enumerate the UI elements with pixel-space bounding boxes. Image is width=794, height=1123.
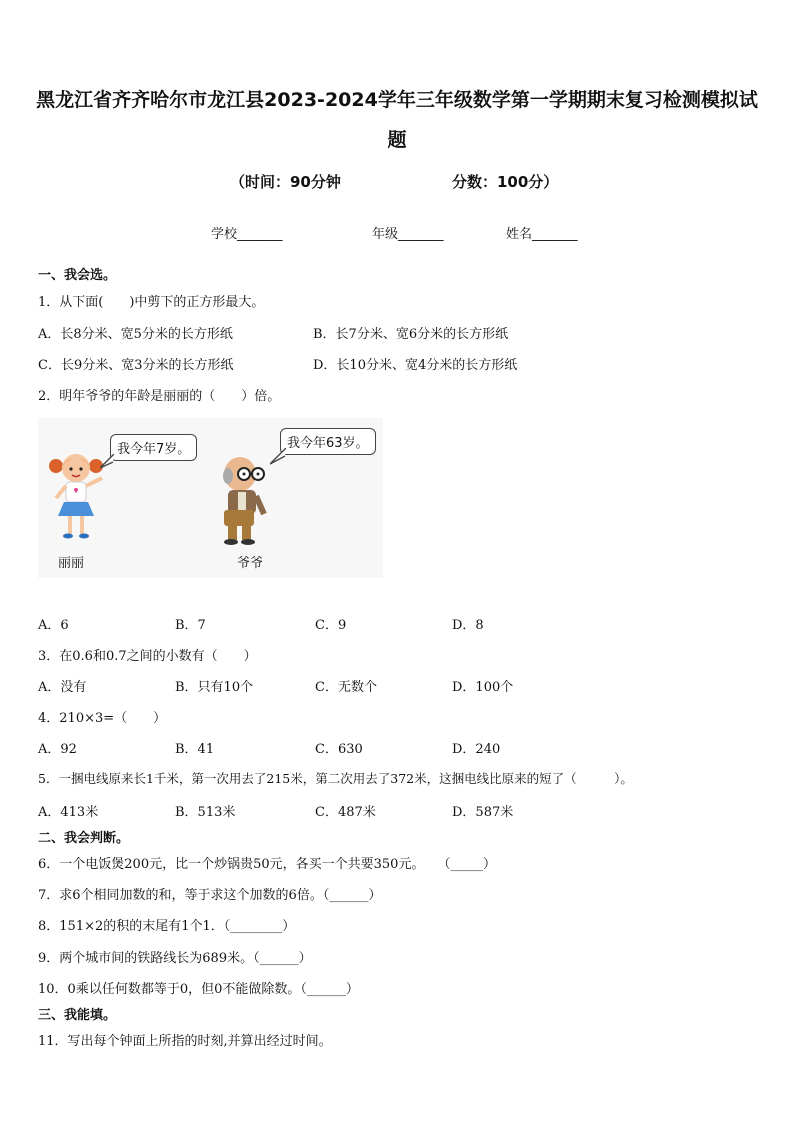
- grandpa-speech-bubble: 我今年63岁。: [280, 428, 376, 455]
- exam-title-line1: 黑龙江省齐齐哈尔市龙江县2023-2024学年三年级数学第一学期期末复习检测模拟试: [36, 89, 758, 111]
- question-2-option-b[interactable]: B．7: [175, 618, 206, 633]
- score-label: 分数：100分）: [452, 173, 559, 191]
- question-5-option-d[interactable]: D．587米: [452, 805, 514, 820]
- time-label: （时间：90分钟: [230, 173, 341, 191]
- question-2-stem: 2．明年爷爷的年龄是丽丽的（ ）倍。: [38, 389, 281, 404]
- question-5-option-b[interactable]: B．513米: [175, 805, 236, 820]
- section-heading-judge: 二、我会判断。: [38, 831, 130, 846]
- speech-tail-icon: [270, 448, 286, 466]
- girl-figure-icon: [46, 450, 106, 542]
- question-4-option-a[interactable]: A．92: [38, 742, 77, 757]
- question-2-option-d[interactable]: D．8: [452, 618, 484, 633]
- grade-field[interactable]: 年级_______: [372, 227, 444, 242]
- question-1-option-b[interactable]: B．长7分米、宽6分米的长方形纸: [313, 327, 509, 342]
- question-6[interactable]: 6．一个电饭煲200元，比一个炒锅贵50元，各买一个共要350元。 （_____）: [38, 857, 496, 872]
- girl-speech-bubble: 我今年7岁。: [110, 434, 197, 461]
- speech-tail-icon: [100, 454, 114, 470]
- question-8[interactable]: 8．151×2的积的末尾有1个1．（________）: [38, 919, 296, 934]
- question-4-option-b[interactable]: B．41: [175, 742, 215, 757]
- question-7[interactable]: 7．求6个相同加数的和，等于求这个加数的6倍。（______）: [38, 888, 382, 903]
- question-1-option-a[interactable]: A．长8分米、宽5分米的长方形纸: [38, 327, 233, 342]
- question-11: 11．写出每个钟面上所指的时刻,并算出经过时间。: [38, 1034, 332, 1049]
- exam-title-line2: 题: [387, 129, 407, 151]
- girl-caption: 丽丽: [58, 556, 85, 571]
- question-2-option-c[interactable]: C．9: [315, 618, 347, 633]
- school-field[interactable]: 学校_______: [211, 227, 283, 242]
- question-3-option-c[interactable]: C．无数个: [315, 680, 377, 695]
- grandpa-figure-icon: [214, 454, 280, 546]
- question-3-option-b[interactable]: B．只有10个: [175, 680, 254, 695]
- question-10[interactable]: 10．0乘以任何数都等于0，但0不能做除数。（______）: [38, 982, 359, 997]
- question-4-option-d[interactable]: D．240: [452, 742, 501, 757]
- question-1-option-d[interactable]: D．长10分米、宽4分米的长方形纸: [313, 358, 518, 373]
- question-1-stem: 1．从下面( )中剪下的正方形最大。: [38, 295, 265, 310]
- question-2-option-a[interactable]: A．6: [38, 618, 69, 633]
- question-5-option-a[interactable]: A．413米: [38, 805, 99, 820]
- section-heading-choice: 一、我会选。: [38, 268, 117, 283]
- question-3-stem: 3．在0.6和0.7之间的小数有（ ）: [38, 649, 257, 664]
- name-field[interactable]: 姓名_______: [506, 227, 578, 242]
- question-5-option-c[interactable]: C．487米: [315, 805, 376, 820]
- question-9[interactable]: 9．两个城市间的铁路线长为689米。（______）: [38, 951, 312, 966]
- question-1-option-c[interactable]: C．长9分米、宽3分米的长方形纸: [38, 358, 234, 373]
- question-3-option-a[interactable]: A．没有: [38, 680, 87, 695]
- question-5-stem: 5．一捆电线原来长1千米，第一次用去了215米，第二次用去了372米，这捆电线比原来的短了（ ）。: [38, 771, 633, 786]
- question-3-option-d[interactable]: D．100个: [452, 680, 514, 695]
- question-4-option-c[interactable]: C．630: [315, 742, 363, 757]
- section-heading-fill: 三、我能填。: [38, 1008, 117, 1023]
- grandpa-caption: 爷爷: [237, 556, 264, 571]
- question-4-stem: 4．210×3=（ ）: [38, 711, 167, 726]
- age-illustration: [38, 418, 383, 578]
